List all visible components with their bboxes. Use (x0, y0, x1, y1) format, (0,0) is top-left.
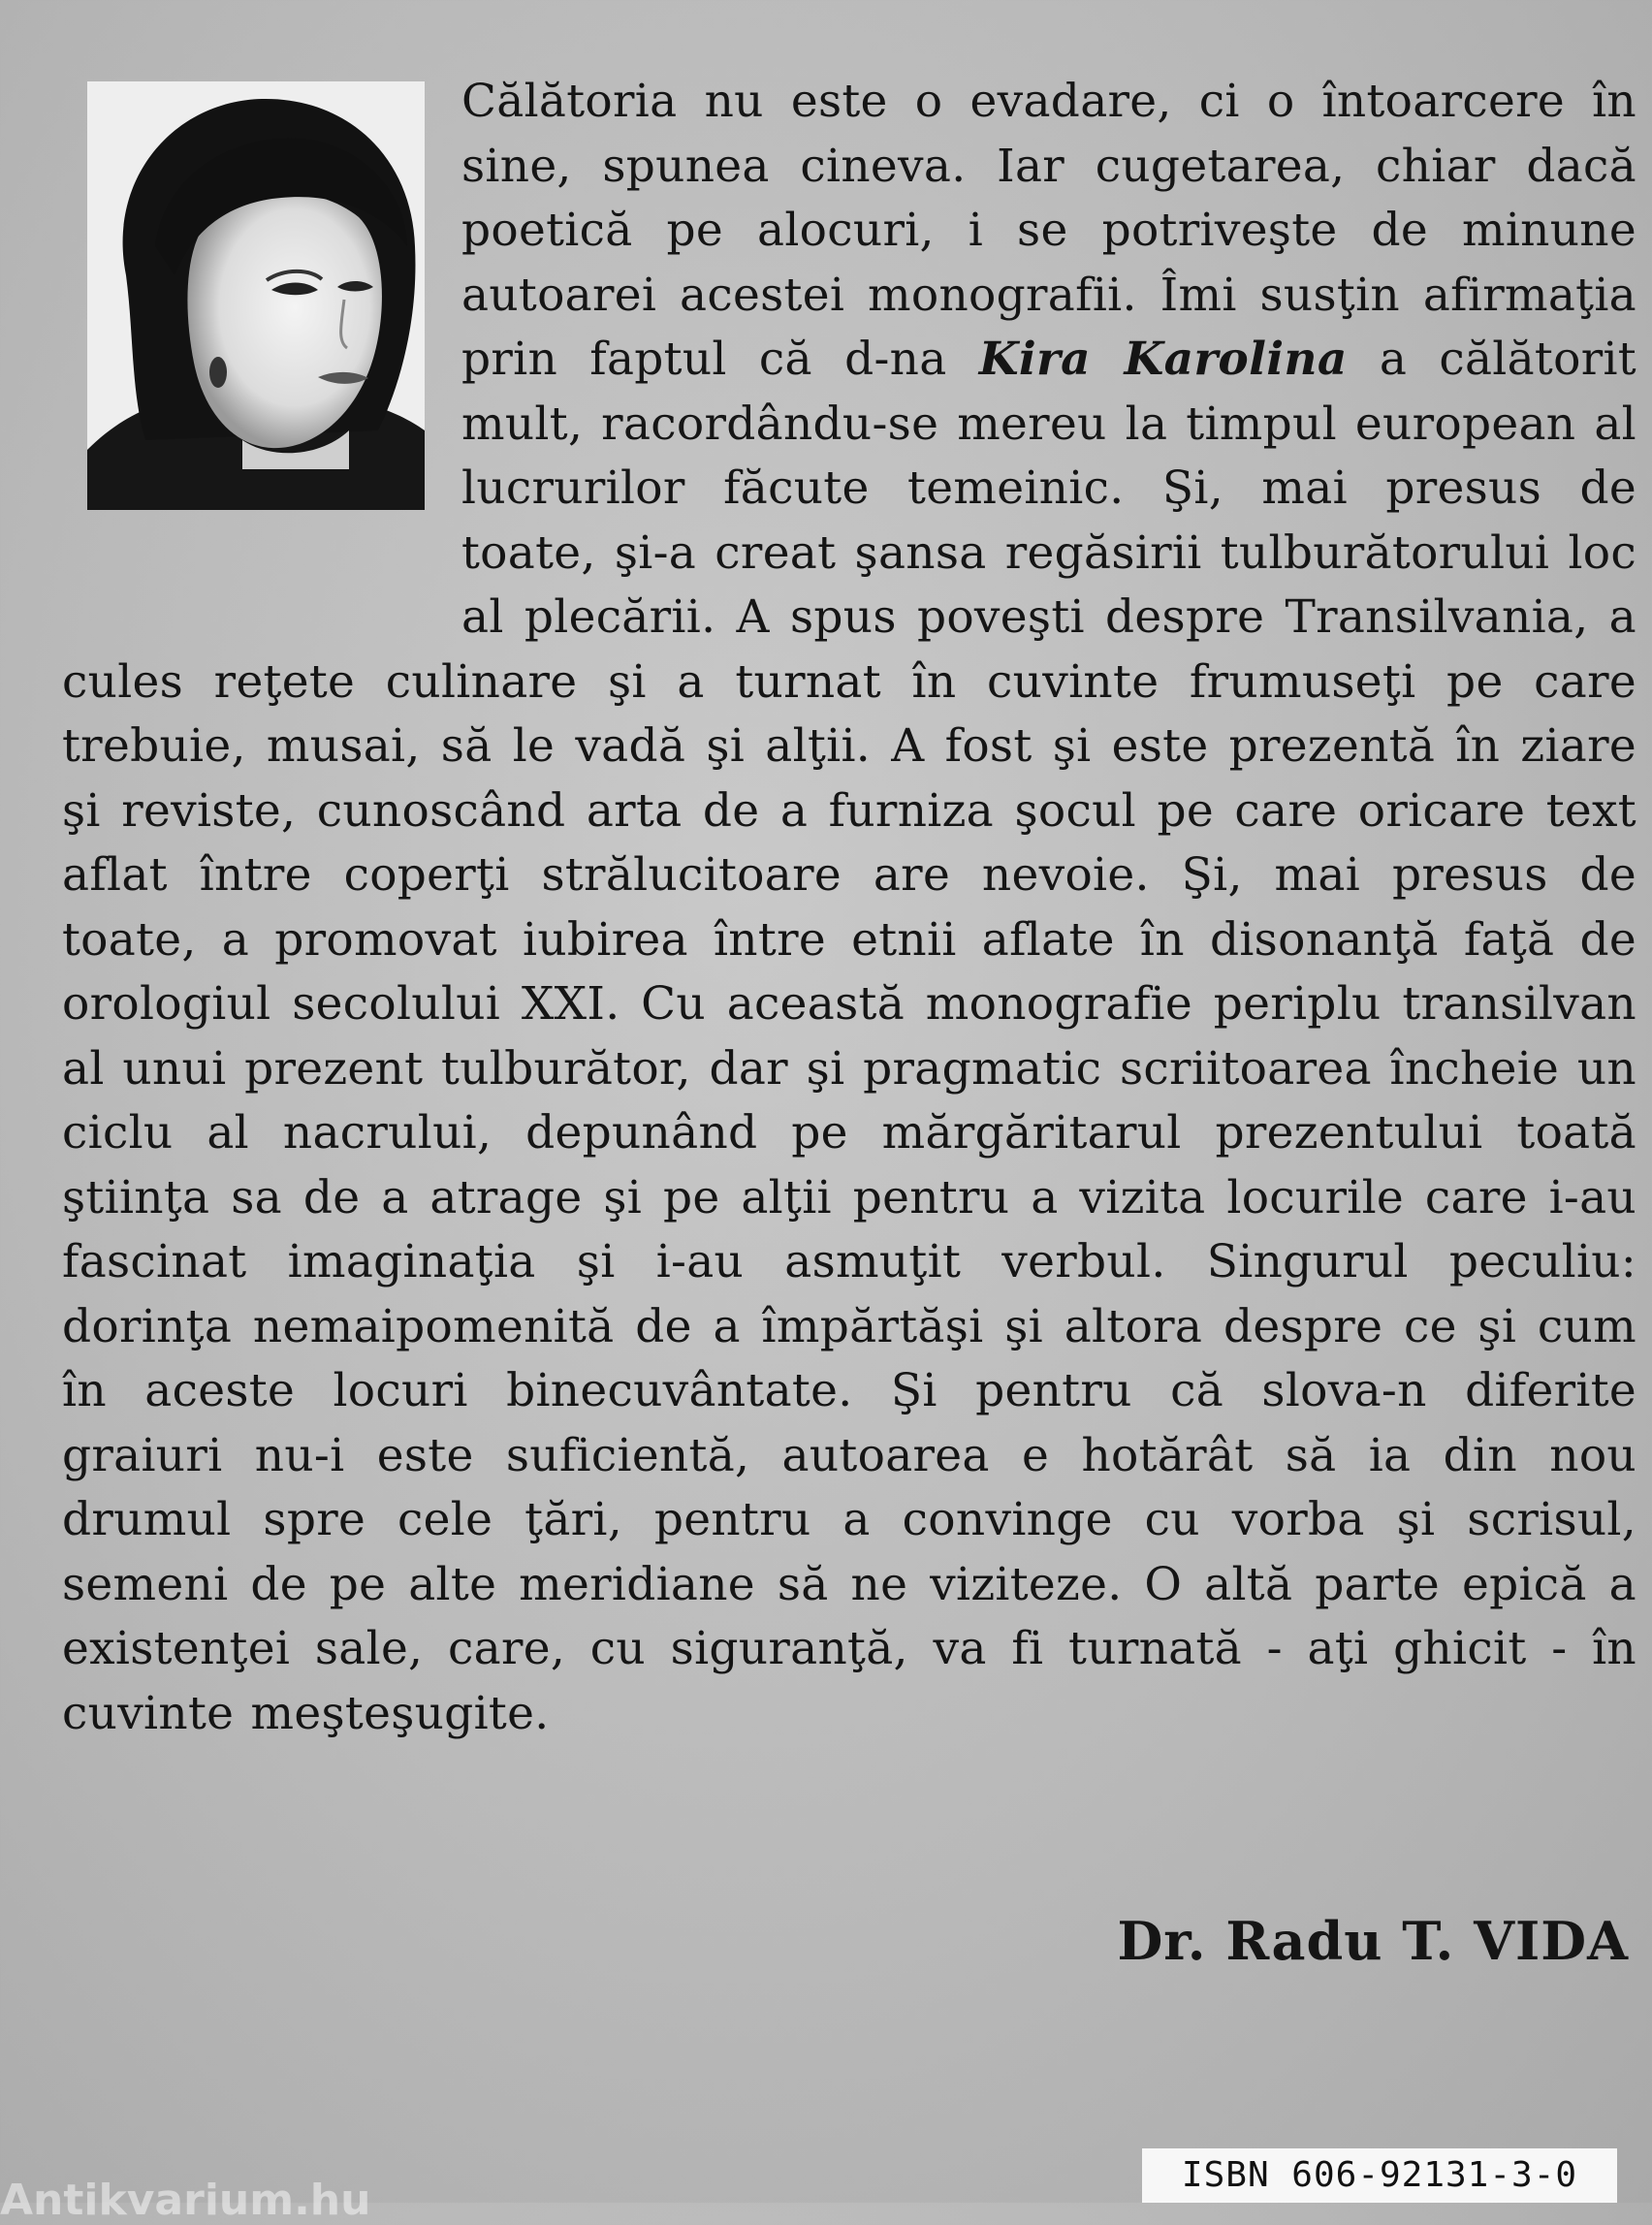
biography-text (62, 70, 1636, 1746)
author-name: Kira Karolina (978, 333, 1348, 386)
signature: Dr. Radu T. VIDA (1117, 1910, 1629, 1972)
isbn-label: ISBN 606-92131-3-0 (1142, 2148, 1617, 2203)
biography-text-part-2: a călătorit mult, racordându-se mereu la timpul european al lucrurilor făcute temeinic. Şi, mai presus de toate, şi-a creat şansa regăsirii tulburătorului loc al plecării. A spus poveşti despre Transilvania, a cules reţete culinare şi a turnat în cuvinte frumuseţi pe care trebuie, musai, să le vadă şi alţii. A fost şi este prezentă în ziare şi reviste, cunoscând arta de a furniza şocul pe care oricare text aflat între coperţi strălucitoare are nevoie. Şi, mai presus de toate, a promovat iubirea între etnii aflate în disonanţă faţă de orologiul secolului XXI. Cu această monografie periplu transilvan al unui prezent tulburător, dar şi pragmatic scriitoarea încheie un ciclu al nacrului, depunând pe mărgăritarul prezentului toată ştiinţa sa de a atrage şi pe alţii pentru a vizita locurile care i-au fascinat imaginaţia şi i-au asmuţit verbul. Singurul peculiu: dorinţa nemaipomenită de a împărtăşi şi altora despre ce şi cum în aceste locuri binecuvântate. Şi pentru că slova-n diferite graiuri nu-i este suficientă, autoarea e hotărât să ia din nou drumul spre cele ţări, pentru a convinge cu vorba şi scrisul, semeni de pe alte meridiane să ne viziteze. O altă parte epică a existenţei sale, care, cu siguranţă, va fi turnată - aţi ghicit - în cuvinte meşteşugite. (62, 333, 1636, 1740)
photo-spacer (62, 70, 461, 613)
biography-text-part-1: Călătoria nu este o evadare, ci o întoarcere în sine, spunea cineva. Iar cugetarea, chiar dacă poetică pe alocuri, i se potriveşte de minune autoarei acestei monografii. Îmi susţin afirmaţia prin faptul că d-na (461, 75, 1636, 386)
watermark: Antikvarium.hu (0, 2176, 371, 2225)
